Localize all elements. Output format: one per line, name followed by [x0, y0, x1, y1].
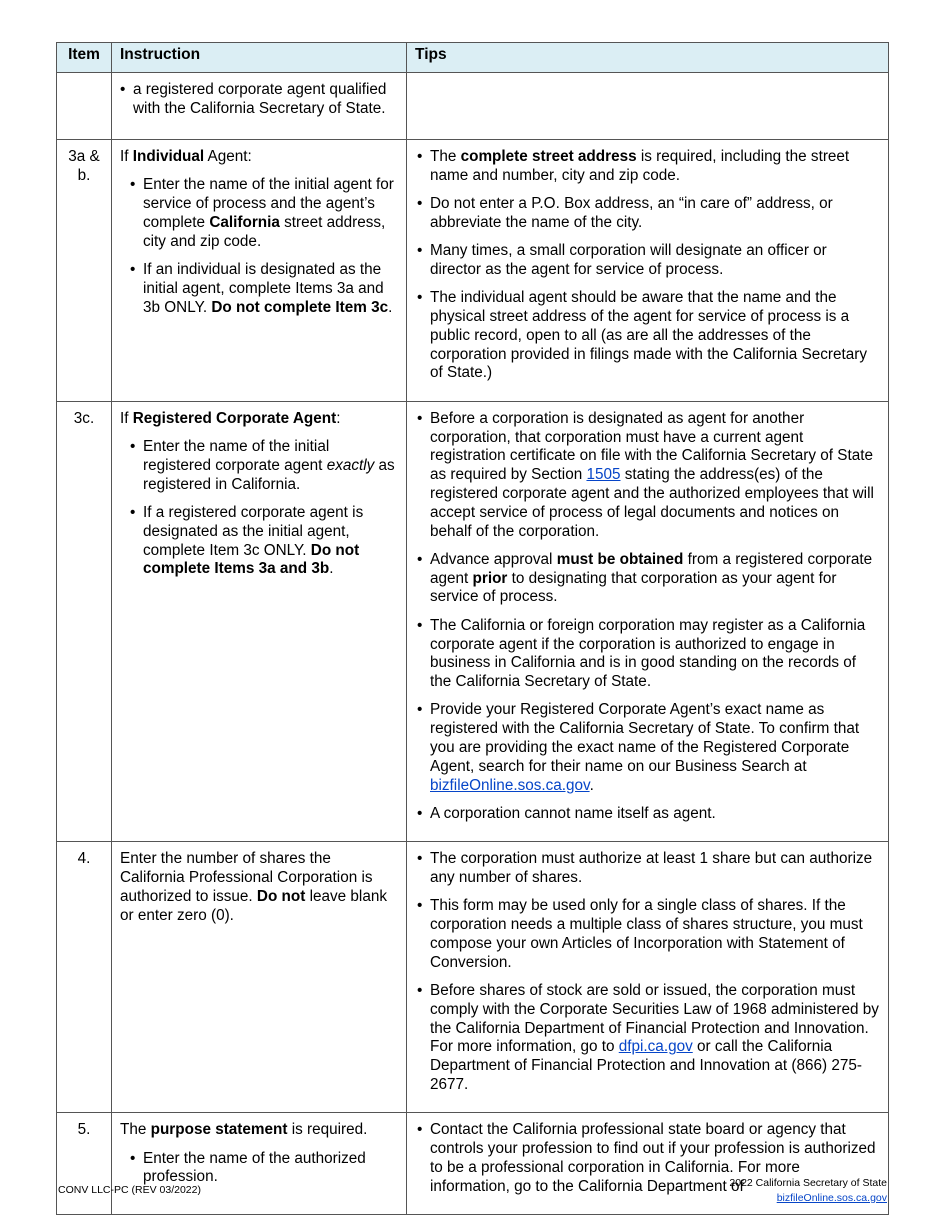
text: If — [120, 409, 133, 427]
text: or call the California Department of Financial Protection and Innovation at (866) 275-2677. — [430, 1038, 862, 1093]
bullet-item — [417, 701, 880, 795]
column-header-tips: Tips — [407, 43, 889, 73]
text: . — [329, 560, 334, 578]
item-cell: 4. — [57, 842, 112, 1113]
bullet-item — [120, 81, 398, 119]
text: Enter the number of shares the California Professional Corporation is authorized to issue. — [120, 850, 373, 905]
text: This form may be used only for a single class of shares. If the corporation needs a multiple class of shares structure, you must compose your own Articles of Incorporation with Statement of Conversion. — [430, 897, 863, 971]
paragraph — [120, 850, 398, 925]
text: The California or foreign corporation may register as a California corporate agent if the corporation is authorized to engage in business in California and is in good standing on the records of the California Secretary of State. — [430, 616, 866, 691]
bullet-item — [130, 176, 398, 251]
text: leave blank or enter zero (0). — [120, 887, 387, 924]
bullet-item — [130, 504, 398, 579]
tips-cell — [407, 842, 889, 1113]
item-cell: 3c. — [57, 401, 112, 841]
text: : — [336, 409, 341, 427]
bold-text: Do not — [256, 887, 306, 905]
text: The individual agent should be aware that the name and the physical street address of the agent for service of process is a public record, open to all (as are all the addresses of the corporation provided in filings made with the California Secretary of State.) — [430, 289, 868, 382]
bullet-item — [417, 195, 880, 233]
item-cell: 3a & b. — [57, 140, 112, 402]
text: Enter the name of the initial agent for service of process and the agent’s complete — [143, 176, 394, 231]
bullet-item — [417, 551, 880, 607]
bullet-item — [417, 242, 880, 280]
bold-text: Registered Corporate Agent — [132, 409, 337, 427]
instruction-cell — [112, 842, 407, 1113]
bullet-item — [417, 410, 880, 542]
text: stating the address(es) of the registered corporate agent and the authorized employees that will accept service of process of legal documents and notices on behalf of the corporation. — [430, 466, 874, 540]
text: as registered in California. — [143, 456, 395, 493]
text: Before shares of stock are sold or issued, the corporation must comply with the Corporate Securities Law of 1968 administered by the California Department of Financial Protection and Innovation. For more information, go to — [430, 981, 879, 1056]
text: . — [388, 298, 393, 316]
instruction-cell — [112, 140, 407, 402]
text: from a registered corporate agent — [430, 550, 873, 587]
text: to designating that corporation as your agent for service of process. — [430, 569, 837, 606]
tips-cell — [407, 140, 889, 402]
table-row — [57, 401, 889, 841]
bold-text: complete street address — [460, 148, 637, 165]
text: Enter the name of the initial registered corporate agent — [143, 438, 330, 474]
text: Contact the California professional state board or agency that controls your profession to find out if your profession is authorized to be a professional corporation in California. For more information, go to the California Department of — [430, 1121, 876, 1195]
link[interactable]: dfpi.ca.gov — [618, 1038, 693, 1056]
copyright: 2022 California Secretary of State — [729, 1177, 887, 1189]
bullet-item — [417, 897, 880, 972]
text: street address, city and zip code. — [143, 213, 386, 250]
form-id: CONV LLC-PC (REV 03/2022) — [58, 1184, 201, 1196]
text: Do not enter a P.O. Box address, an “in care of” address, or abbreviate the name of the city. — [430, 195, 833, 231]
text: If — [120, 148, 133, 165]
bullet-item — [417, 148, 880, 186]
paragraph — [120, 1121, 398, 1140]
item-cell — [57, 73, 112, 140]
bold-text: prior — [472, 569, 508, 587]
bullet-item — [417, 805, 880, 824]
column-header-instruction: Instruction — [112, 43, 407, 73]
text: Enter the name of the authorized profession. — [143, 1149, 366, 1186]
bold-text: must be obtained — [556, 550, 684, 568]
text: Advance approval — [430, 550, 557, 568]
text: Many times, a small corporation will designate an officer or director as the agent for service of process. — [430, 242, 827, 278]
bullet-item — [417, 617, 880, 692]
text: The corporation must authorize at least 1 share but can authorize any number of shares. — [430, 850, 873, 886]
instructions-table — [56, 42, 889, 1215]
text: . — [589, 776, 594, 794]
link[interactable]: 1505 — [586, 466, 621, 484]
column-header-item: Item — [57, 43, 112, 73]
table-header-row — [57, 43, 889, 73]
bullet-item — [130, 438, 398, 494]
tips-cell — [407, 73, 889, 140]
text: If an individual is designated as the initial agent, complete Items 3a and 3b ONLY. — [143, 260, 384, 316]
item-cell: 5. — [57, 1113, 112, 1215]
bold-text: California — [209, 213, 280, 231]
bullet-item — [130, 261, 398, 317]
text: is required, including the street name and number, city and zip code. — [430, 148, 850, 184]
text: is required. — [287, 1121, 368, 1139]
link[interactable]: bizfileOnline.sos.ca.gov — [430, 776, 590, 794]
bullet-item — [417, 289, 880, 383]
text: A corporation cannot name itself as agent. — [430, 804, 716, 822]
instruction-cell — [112, 73, 407, 140]
bullet-item — [417, 982, 880, 1095]
table-row — [57, 140, 889, 402]
text: The — [430, 148, 461, 165]
text: Before a corporation is designated as agent for another corporation, that corporation must have a current agent registration certificate on file with the California Secretary of State as required by Section — [430, 409, 873, 484]
paragraph — [120, 148, 398, 167]
tips-cell — [407, 401, 889, 841]
table-row — [57, 842, 889, 1113]
bullet-item — [417, 850, 880, 888]
text: The — [120, 1121, 151, 1139]
bold-text: Do not complete Item 3c — [211, 298, 389, 316]
instruction-cell — [112, 401, 407, 841]
bold-text: Individual — [132, 148, 205, 165]
paragraph — [120, 410, 398, 429]
website-link[interactable]: bizfileOnline.sos.ca.gov — [776, 1192, 887, 1204]
text: a registered corporate agent qualified with the California Secretary of State. — [133, 81, 387, 117]
text: Agent: — [204, 148, 252, 165]
text: If a registered corporate agent is designated as the initial agent, complete Item 3c ONLY. — [143, 503, 364, 559]
text: Provide your Registered Corporate Agent’s exact name as registered with the California Secretary of State. To confirm that you are providing the exact name of the Registered Corporate Agent, search for their name on our Business Search at — [430, 701, 860, 775]
footer-right — [729, 1176, 887, 1206]
bold-text: Do not complete Items 3a and 3b — [143, 541, 360, 578]
bold-text: purpose statement — [150, 1121, 288, 1139]
italic-text: exactly — [326, 456, 375, 474]
table-row — [57, 73, 889, 140]
